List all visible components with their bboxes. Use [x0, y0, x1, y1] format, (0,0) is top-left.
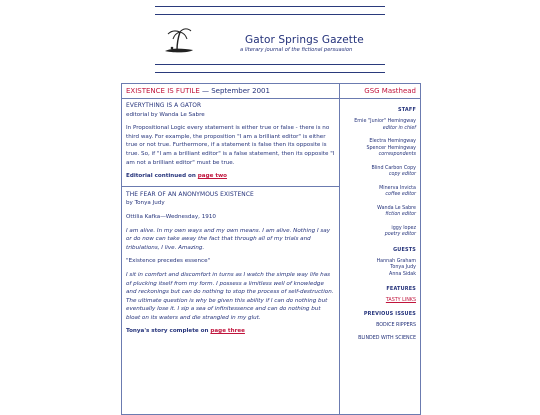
- guests-label: GUESTS: [393, 246, 416, 253]
- staff-label: STAFF: [398, 107, 416, 113]
- top-rule: [155, 6, 385, 7]
- staff-name: iggy lopez: [391, 225, 416, 231]
- article-byline: by Tonya Judy: [126, 200, 165, 207]
- page-three-link[interactable]: page three: [210, 328, 245, 335]
- staff-name: Ernie "Junior" Hemingway: [354, 119, 416, 124]
- staff-entry: [340, 119, 416, 132]
- gator-palm-logo-icon: [163, 26, 199, 54]
- staff-section: [340, 107, 420, 341]
- staff-name: Blind Carbon Copy: [371, 165, 416, 171]
- staff-entry: [340, 206, 416, 219]
- journal-title: Gator Springs Gazette: [245, 34, 364, 46]
- complete-note: [126, 327, 335, 336]
- header-rule: [155, 64, 385, 65]
- staff-name: Electra Hemingway: [369, 139, 416, 144]
- article-title: EVERYTHING IS A GATOR: [126, 103, 202, 109]
- staff-role: copy editor: [388, 172, 416, 177]
- staff-role: coffee editor: [385, 192, 416, 197]
- article-divider: [122, 186, 339, 187]
- staff-entry: [340, 186, 416, 199]
- staff-name: Minerva Invicta: [379, 185, 416, 191]
- article-editorial: [122, 99, 339, 336]
- top-rule-2: [155, 14, 385, 15]
- staff-entry: [340, 139, 416, 159]
- header-rule-2: [155, 72, 385, 73]
- article-title: THE FEAR OF AN ANONYMOUS EXISTENCE: [126, 191, 254, 198]
- article-byline: editorial by Wanda Le Sabre: [126, 111, 205, 118]
- guest-name: Tonya Judy: [390, 265, 416, 270]
- article-dateline: Ottilia Kafka—Wednesday, 1910: [126, 213, 216, 220]
- issue-header: [122, 84, 339, 99]
- continued-label: Editorial continued on: [126, 173, 198, 180]
- page-two-link[interactable]: page two: [197, 173, 228, 180]
- staff-role: poetry editor: [384, 232, 416, 237]
- guest-name: Anna Sidak: [389, 271, 416, 277]
- issue-date: September 2001: [211, 87, 270, 95]
- complete-label: Tonya's story complete on: [126, 328, 211, 335]
- staff-entry: [340, 166, 416, 179]
- staff-role: correspondents: [378, 152, 416, 157]
- issue-theme: EXISTENCE IS FUTILE: [126, 87, 200, 95]
- article-body: In Propositional Logic every statement is either true or false - there is no third way. For example, the proposition "I am a brilliant editor" is either true or not true. Furthermore, if a statement is false then its opposite is true. So, if "I am a brilliant editor" is a false statement, then its opposite "I am not a brilliant editor" must be true.: [126, 125, 335, 166]
- previous-issue-link[interactable]: BLINDED WITH SCIENCE: [358, 336, 416, 341]
- sidebar-heading: GSG Masthead: [340, 84, 420, 99]
- staff-name: Wanda Le Sabre: [377, 205, 416, 211]
- article-paragraph: I am alive. In my own ways and my own means. I am alive. Nothing I say or do now can take away the fact that through all of my trials and tribulations, I live. Amazing.: [126, 227, 331, 251]
- staff-name: Spencer Hemingway: [366, 145, 416, 151]
- staff-role: editor in chief: [382, 125, 416, 131]
- article-paragraph: I sit in comfort and discomfort in turns as I watch the simple way life has of plucking itself from my form. I possess a limitless well of knowledge and reckonings but can do nothing to stop the process of self-destruction. The ultimate question is why be given this ability if I can do nothing but eventually lose it. I sip a sea of infinitessence and can do nothing but bloat on its waters and die strangled in my glut.: [126, 271, 334, 321]
- content-table: [121, 83, 421, 415]
- guests-list: [340, 259, 416, 279]
- sidebar-masthead: [340, 84, 420, 414]
- guest-name: Hannah Graham: [376, 258, 416, 264]
- journal-subtitle: a literary journal of the fictional persuasion: [240, 47, 353, 53]
- continued-note: [126, 172, 335, 181]
- staff-entry: [340, 226, 416, 239]
- previous-issue-link[interactable]: BODICE RIPPERS: [376, 323, 416, 328]
- previous-issues-label: PREVIOUS ISSUES: [363, 311, 416, 317]
- main-column: [122, 84, 340, 414]
- article-quote: "Existence precedes essence": [126, 258, 211, 265]
- issue-date-separator: —: [199, 87, 212, 95]
- tasty-links-link[interactable]: TASTY LINKS: [385, 298, 416, 303]
- features-label: FEATURES: [386, 286, 416, 292]
- staff-role: fiction editor: [385, 212, 416, 217]
